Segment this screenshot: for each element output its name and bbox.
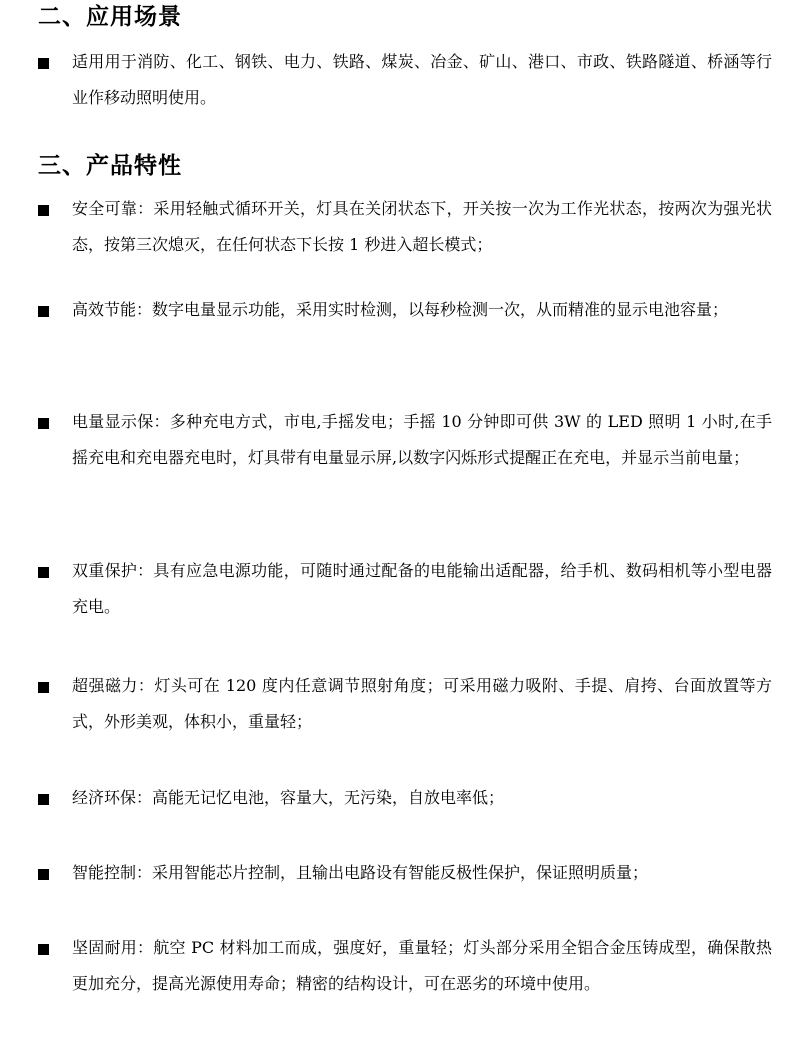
section-heading-features: 三、产品特性 bbox=[38, 153, 182, 179]
square-bullet-icon bbox=[38, 682, 49, 693]
square-bullet-icon bbox=[38, 58, 49, 69]
square-bullet-icon bbox=[38, 794, 49, 805]
list-item-text: 智能控制：采用智能芯片控制，且输出电路设有智能反极性保护，保证照明质量； bbox=[72, 863, 649, 882]
square-bullet-icon bbox=[38, 306, 49, 317]
square-bullet-icon bbox=[38, 869, 49, 880]
square-bullet-icon bbox=[38, 205, 49, 216]
square-bullet-icon bbox=[38, 944, 49, 955]
list-item-text: 电量显示保：多种充电方式，市电,手摇发电；手摇 10 分钟即可供 3W 的 LED 照明 1 小时,在手摇充电和充电器充电时，灯具带有电量显示屏,以数字闪烁形式提醒正在充电，并显示当前电量； bbox=[72, 412, 772, 467]
list-item-text: 经济环保：高能无记忆电池，容量大，无污染，自放电率低； bbox=[72, 788, 505, 807]
square-bullet-icon bbox=[38, 567, 49, 578]
list-item-text: 坚固耐用：航空 PC 材料加工而成，强度好，重量轻；灯头部分采用全铝合金压铸成型，确保散热更加充分，提高光源使用寿命；精密的结构设计，可在恶劣的环境中使用。 bbox=[72, 938, 772, 993]
list-item-text: 超强磁力：灯头可在 120 度内任意调节照射角度；可采用磁力吸附、手提、肩挎、台面放置等方式，外形美观，体积小，重量轻； bbox=[72, 676, 772, 731]
list-item-text: 适用用于消防、化工、钢铁、电力、铁路、煤炭、冶金、矿山、港口、市政、铁路隧道、桥涵等行业作移动照明使用。 bbox=[72, 52, 772, 107]
list-item-text: 双重保护：具有应急电源功能，可随时通过配备的电能输出适配器，给手机、数码相机等小型电器充电。 bbox=[72, 561, 772, 616]
list-item-text: 高效节能：数字电量显示功能，采用实时检测，以每秒检测一次，从而精准的显示电池容量； bbox=[72, 300, 729, 319]
section-heading-application: 二、应用场景 bbox=[38, 4, 182, 30]
list-item-text: 安全可靠：采用轻触式循环开关，灯具在关闭状态下，开关按一次为工作光状态，按两次为强光状态，按第三次熄灭，在任何状态下长按 1 秒进入超长模式； bbox=[72, 199, 772, 254]
square-bullet-icon bbox=[38, 418, 49, 429]
